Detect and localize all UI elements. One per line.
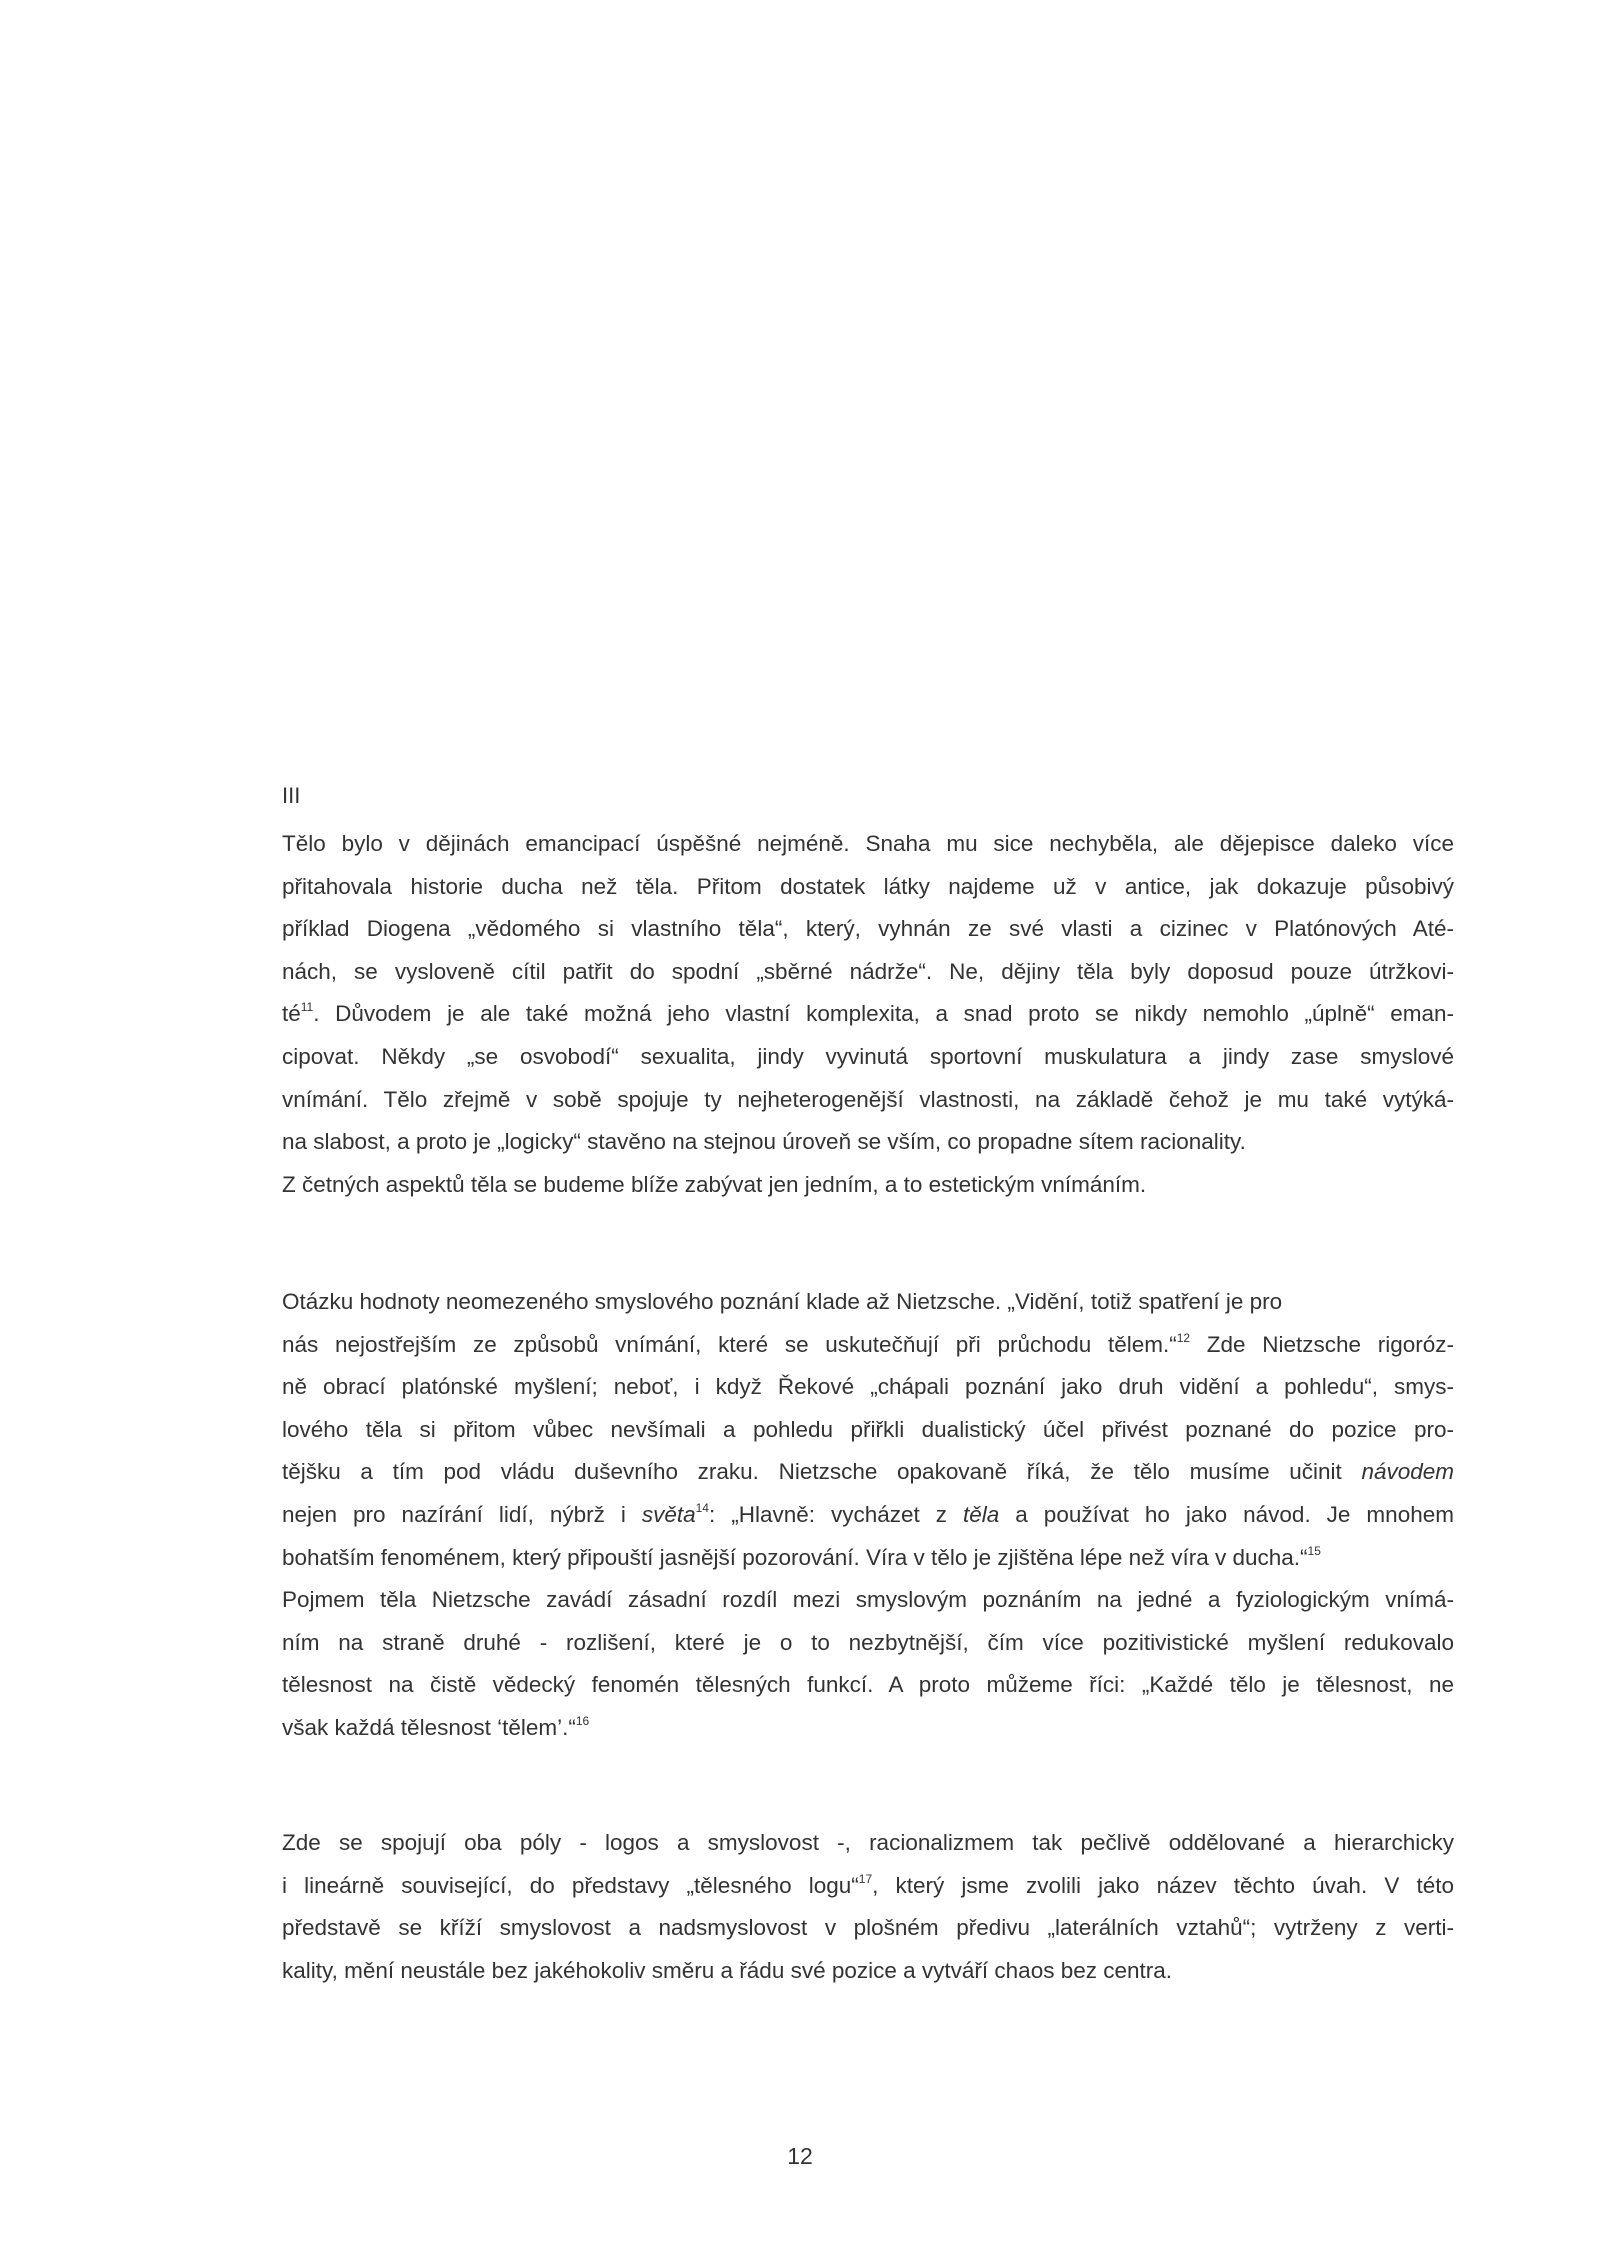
text-line: Pojmem těla Nietzsche zavádí zásadní rozdíl mezi smyslovým poznáním na jedné a fyziologickým vnímá- xyxy=(282,1587,1454,1613)
text-segment: : „Hlavně: vycházet z xyxy=(708,1501,964,1527)
text-line: vnímání. Tělo zřejmě v sobě spojuje ty nejheterogenější vlastnosti, na základě čehož je mu také vytýká- xyxy=(282,1086,1454,1112)
text-line: ně obrací platónské myšlení; neboť, i když Řekové „chápali poznání jako druh vidění a pohledu“, smys- xyxy=(282,1374,1454,1400)
text-segment: nejen pro nazírání lidí, nýbrž i xyxy=(282,1501,642,1527)
footnote-ref: 11 xyxy=(300,1000,314,1015)
text-line: ním na straně druhé - rozlišení, které je o to nezbytnější, čím více pozitivistické myšlení redukovalo xyxy=(282,1629,1454,1655)
text-segment: však každá tělesnost ‘tělem’.“ xyxy=(282,1714,576,1740)
emphasis-text: návodem xyxy=(1361,1459,1454,1485)
text-line xyxy=(282,1494,1454,1537)
text-line xyxy=(282,1707,1454,1750)
footnote-ref: 17 xyxy=(858,1871,873,1886)
section-number: III xyxy=(282,783,301,808)
text-line xyxy=(282,993,1454,1036)
text-segment: té xyxy=(282,1001,301,1027)
text-line: představě se kříží smyslovost a nadsmyslovost v plošném předivu „laterálních vztahů“; vytrženy z verti- xyxy=(282,1915,1454,1941)
footnote-ref: 15 xyxy=(1307,1543,1321,1558)
text-line xyxy=(282,1537,1454,1580)
text-segment: bohatším fenoménem, který připouští jasnější pozorování. Víra v tělo je zjištěna lépe než víra v ducha.“ xyxy=(282,1544,1308,1570)
text-line: lového těla si přitom vůbec nevšímali a pohledu přiřkli dualistický účel přivést poznané do pozice pro- xyxy=(282,1416,1454,1442)
text-line: Otázku hodnoty neomezeného smyslového poznání klade až Nietzsche. „Vidění, totiž spatření je pro xyxy=(282,1289,1283,1314)
text-line xyxy=(282,1451,1454,1494)
text-segment: i lineárně související, do představy „tělesného logu“ xyxy=(282,1872,859,1898)
text-segment: Zde Nietzsche rigoróz- xyxy=(1190,1331,1454,1357)
text-line xyxy=(282,1324,1454,1367)
text-segment: tějšku a tím pod vládu duševního zraku. Nietzsche opakovaně říká, že tělo musíme učinit xyxy=(282,1459,1362,1485)
footnote-ref: 14 xyxy=(695,1500,709,1515)
text-line: příklad Diogena „vědomého si vlastního těla“, který, vyhnán ze své vlasti a cizinec v Platónových Até- xyxy=(282,916,1454,942)
text-line: přitahovala historie ducha než těla. Přitom dostatek látky najdeme už v antice, jak dokazuje působivý xyxy=(282,873,1454,899)
text-segment: , který jsme zvolili jako název těchto úvah. V této xyxy=(872,1872,1454,1898)
text-line: nách, se vysloveně cítil patřit do spodní „sběrné nádrže“. Ne, dějiny těla byly doposud pouze útržkovi- xyxy=(282,958,1454,984)
paragraph-2 xyxy=(282,1281,1454,1750)
text-segment: a používat ho jako návod. Je mnohem xyxy=(999,1501,1454,1527)
text-line: cipovat. Někdy „se osvobodí“ sexualita, jindy vyvinutá sportovní muskulatura a jindy zase smyslové xyxy=(282,1043,1454,1069)
text-line xyxy=(282,1865,1454,1908)
text-segment: . Důvodem je ale také možná jeho vlastní komplexita, a snad proto se nikdy nemohlo „úplně“ eman- xyxy=(313,1001,1454,1027)
paragraph-1 xyxy=(282,823,1454,1206)
footnote-ref: 12 xyxy=(1176,1330,1191,1345)
text-line: Zde se spojují oba póly - logos a smyslovost -, racionalizmem tak pečlivě oddělované a hierarchicky xyxy=(282,1830,1454,1855)
paragraph-3 xyxy=(282,1822,1454,1992)
emphasis-text: těla xyxy=(963,1501,1000,1527)
emphasis-text: světa xyxy=(641,1501,696,1527)
text-line: Z četných aspektů těla se budeme blíže zabývat jen jedním, a to estetickým vnímáním. xyxy=(282,1171,1147,1197)
text-line: Tělo bylo v dějinách emancipací úspěšné nejméně. Snaha mu sice nechyběla, ale dějepisce daleko více xyxy=(282,831,1454,856)
page-number: 12 xyxy=(787,2143,813,2169)
text-line: kality, mění neustále bez jakéhokoliv směru a řádu své pozice a vytváří chaos bez centra. xyxy=(282,1957,1173,1983)
text-line: na slabost, a proto je „logicky“ stavěno na stejnou úroveň se vším, co propadne sítem racionality. xyxy=(282,1129,1246,1155)
footnote-ref: 16 xyxy=(575,1713,590,1728)
text-segment: nás nejostřejším ze způsobů vnímání, které se uskutečňují při průchodu tělem.“ xyxy=(282,1331,1177,1357)
text-line: tělesnost na čistě vědecký fenomén tělesných funkcí. A proto můžeme říci: „Každé tělo je tělesnost, ne xyxy=(282,1672,1454,1698)
